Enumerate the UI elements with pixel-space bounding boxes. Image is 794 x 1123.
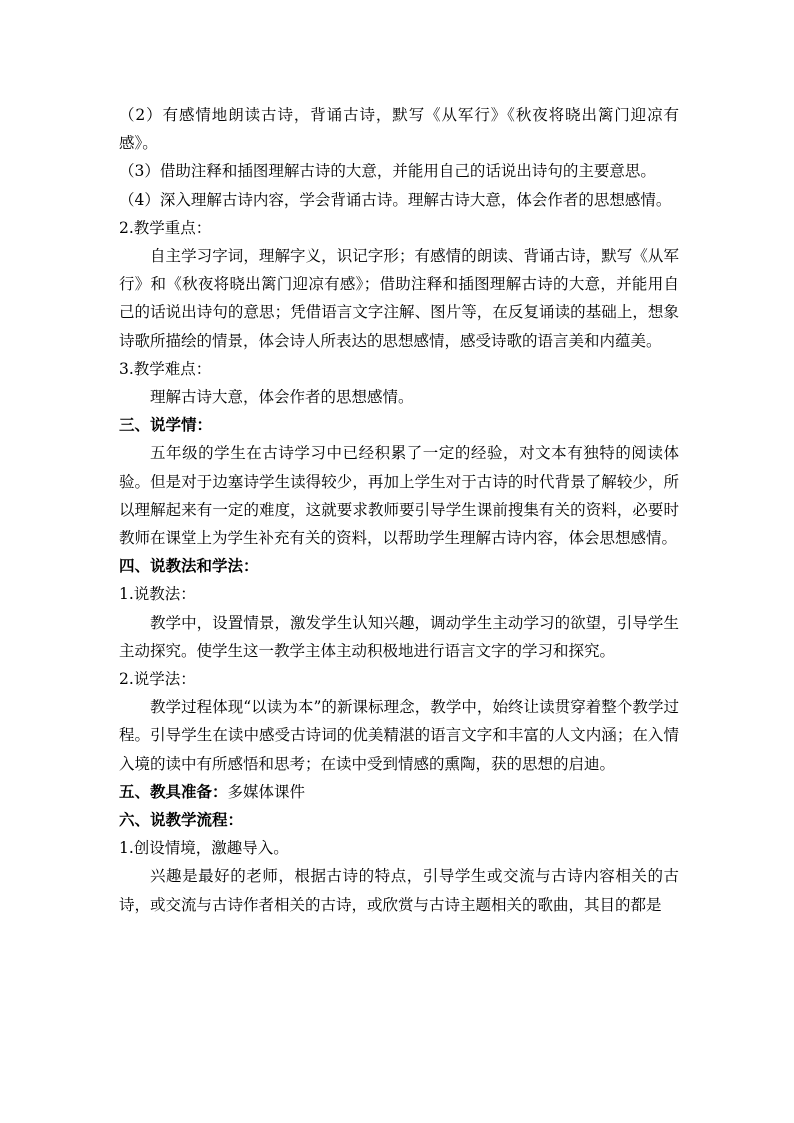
process-step1-heading: 1.创设情境，激趣导入。 [119,839,289,858]
teaching-method-body: 教学中，设置情景，激发学生认知兴趣，调动学生主动学习的欲望，引导学生主动探究。使学生这一教学主体主动积极地进行语言文字的学习和探究。 [119,613,679,660]
objective-item-2: （2）有感情地朗读古诗，背诵古诗，默写《从军行》《秋夜将晓出篱门迎凉有感》。 [119,106,679,153]
difficulties-heading: 3.教学难点： [119,359,212,378]
learners-heading: 三、说学情： [119,415,213,435]
key-points-heading: 2.教学重点： [119,218,212,237]
key-points-body: 自主学习字词，理解字义，识记字形；有感情的朗读、背诵古诗，默写《从军行》和《秋夜将晓出篱门迎凉有感》；借助注释和插图理解古诗的大意，并能用自己的话说出诗句的意思；凭借语言文字注解、图片等，在反复诵读的基础上，想象诗歌所描绘的情景，体会诗人所表达的思想感情，感受诗歌的语言美和内蕴美。 [119,247,679,350]
aids-value: 多媒体课件 [227,782,306,801]
aids-heading: 五、教具准备： [119,781,228,801]
aids-line [119,778,679,806]
process-step1-body: 兴趣是最好的老师，根据古诗的特点，引导学生或交流与古诗内容相关的古诗，或交流与古诗作者相关的古诗，或欣赏与古诗主题相关的歌曲，其目的都是 [119,867,679,914]
objective-item-3: （3）借助注释和插图理解古诗的大意，并能用自己的话说出诗句的主要意思。 [119,162,656,181]
teaching-method-heading: 1.说教法： [119,585,196,604]
difficulties-body: 理解古诗大意，体会作者的思想感情。 [150,388,414,407]
process-heading: 六、说教学流程： [119,810,244,830]
document-body [119,101,679,919]
objective-item-4: （4）深入理解古诗内容，学会背诵古诗。理解古诗大意，体会作者的思想感情。 [119,190,672,209]
learners-body: 五年级的学生在古诗学习中已经积累了一定的经验，对文本有独特的阅读体验。但是对于边塞诗学生读得较少，再加上学生对于古诗的时代背景了解较少，所以理解起来有一定的难度，这就要求教师要引导学生课前搜集有关的资料，必要时教师在课堂上为学生补充有关的资料，以帮助学生理解古诗内容，体会思想感情。 [119,444,679,548]
learning-method-body: 教学过程体现“以读为本”的新课标理念，教学中，始终让读贯穿着整个教学过程。引导学生在读中感受古诗词的优美精湛的语言文字和丰富的人文内涵；在入情入境的读中有所感悟和思考；在读中受到情感的熏陶，获的思想的启迪。 [119,698,679,773]
learning-method-heading: 2.说学法： [119,670,196,689]
methods-heading: 四、说教法和学法： [119,556,259,576]
